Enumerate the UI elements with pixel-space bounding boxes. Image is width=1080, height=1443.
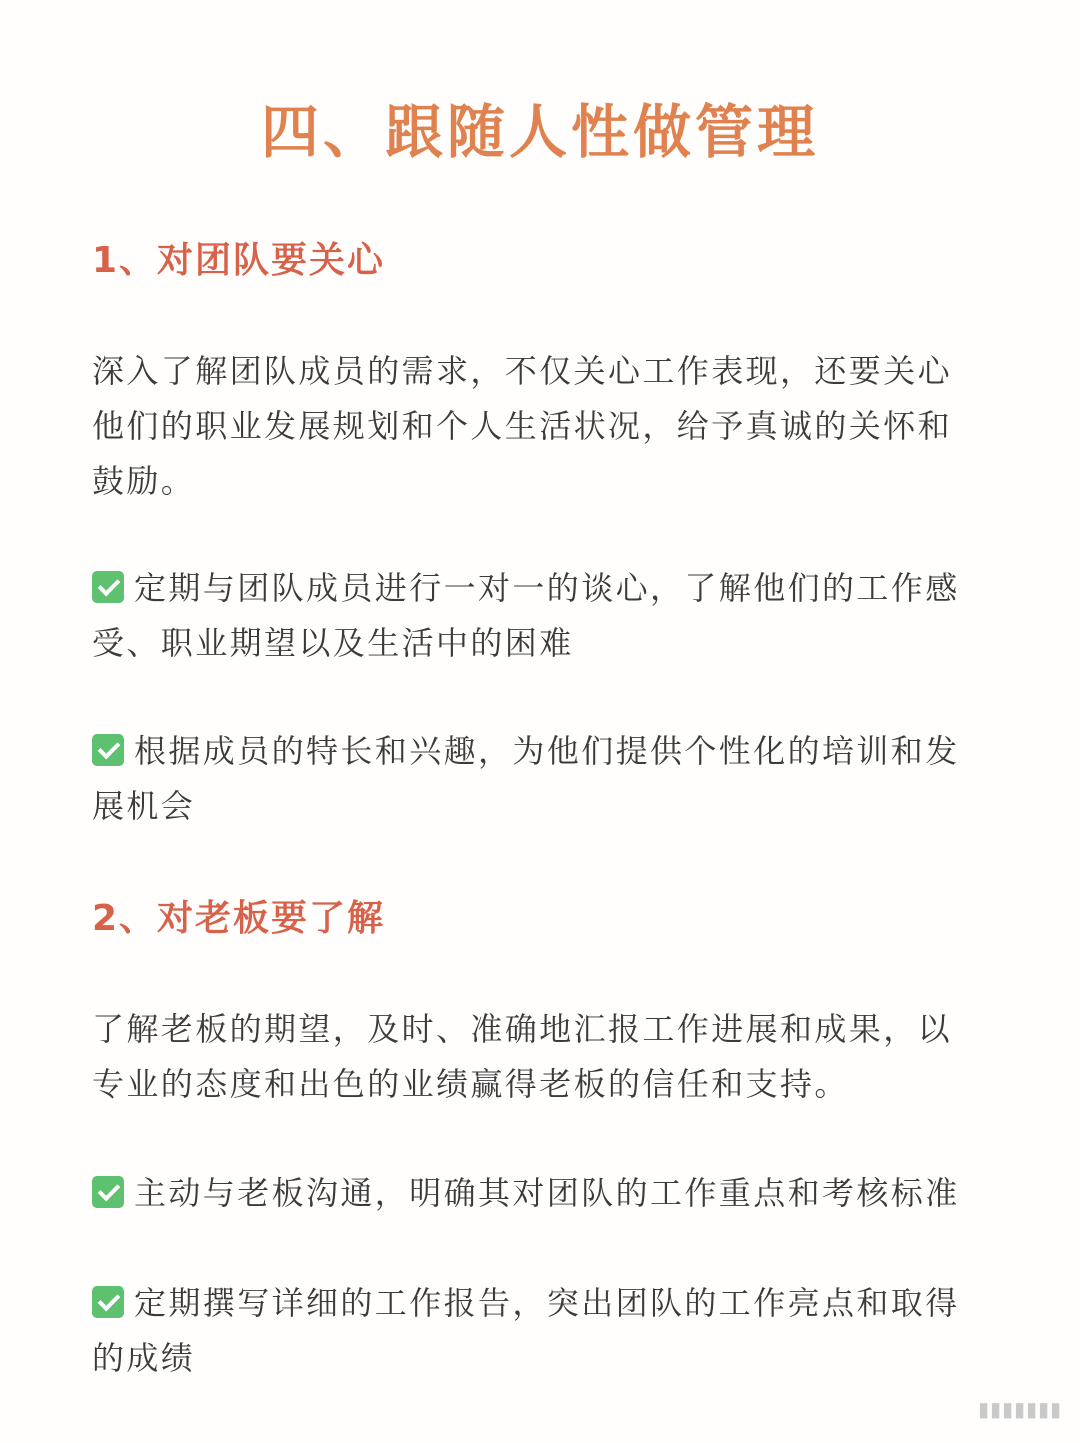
page-title: 四、跟随人性做管理 [260,98,819,166]
checklist-item [92,1166,972,1221]
section-paragraph: 深入了解团队成员的需求，不仅关心工作表现，还要关心他们的职业发展规划和个人生活状况，给予真诚的关怀和鼓励。 [92,352,953,500]
checklist-item [92,1276,972,1386]
checklist-item-text: 根据成员的特长和兴趣，为他们提供个性化的培训和发展机会 [92,732,960,825]
checklist-item [92,561,972,671]
check-mark-icon [92,734,124,766]
watermark: ▮▮▮▮▮▮▮ [977,1397,1062,1421]
check-mark-icon [92,571,124,603]
section-heading: 1、对团队要关心 [92,240,386,281]
checklist-item [92,724,972,834]
section-heading: 2、对老板要了解 [92,898,386,939]
check-mark-icon [92,1286,124,1318]
checklist-item-text: 定期撰写详细的工作报告，突出团队的工作亮点和取得的成绩 [92,1284,960,1377]
checklist-item-text: 定期与团队成员进行一对一的谈心，了解他们的工作感受、职业期望以及生活中的困难 [92,569,960,662]
check-mark-icon [92,1176,124,1208]
checklist-item-text: 主动与老板沟通，明确其对团队的工作重点和考核标准 [134,1174,960,1212]
section-paragraph: 了解老板的期望，及时、准确地汇报工作进展和成果，以专业的态度和出色的业绩赢得老板的信任和支持。 [92,1010,953,1103]
